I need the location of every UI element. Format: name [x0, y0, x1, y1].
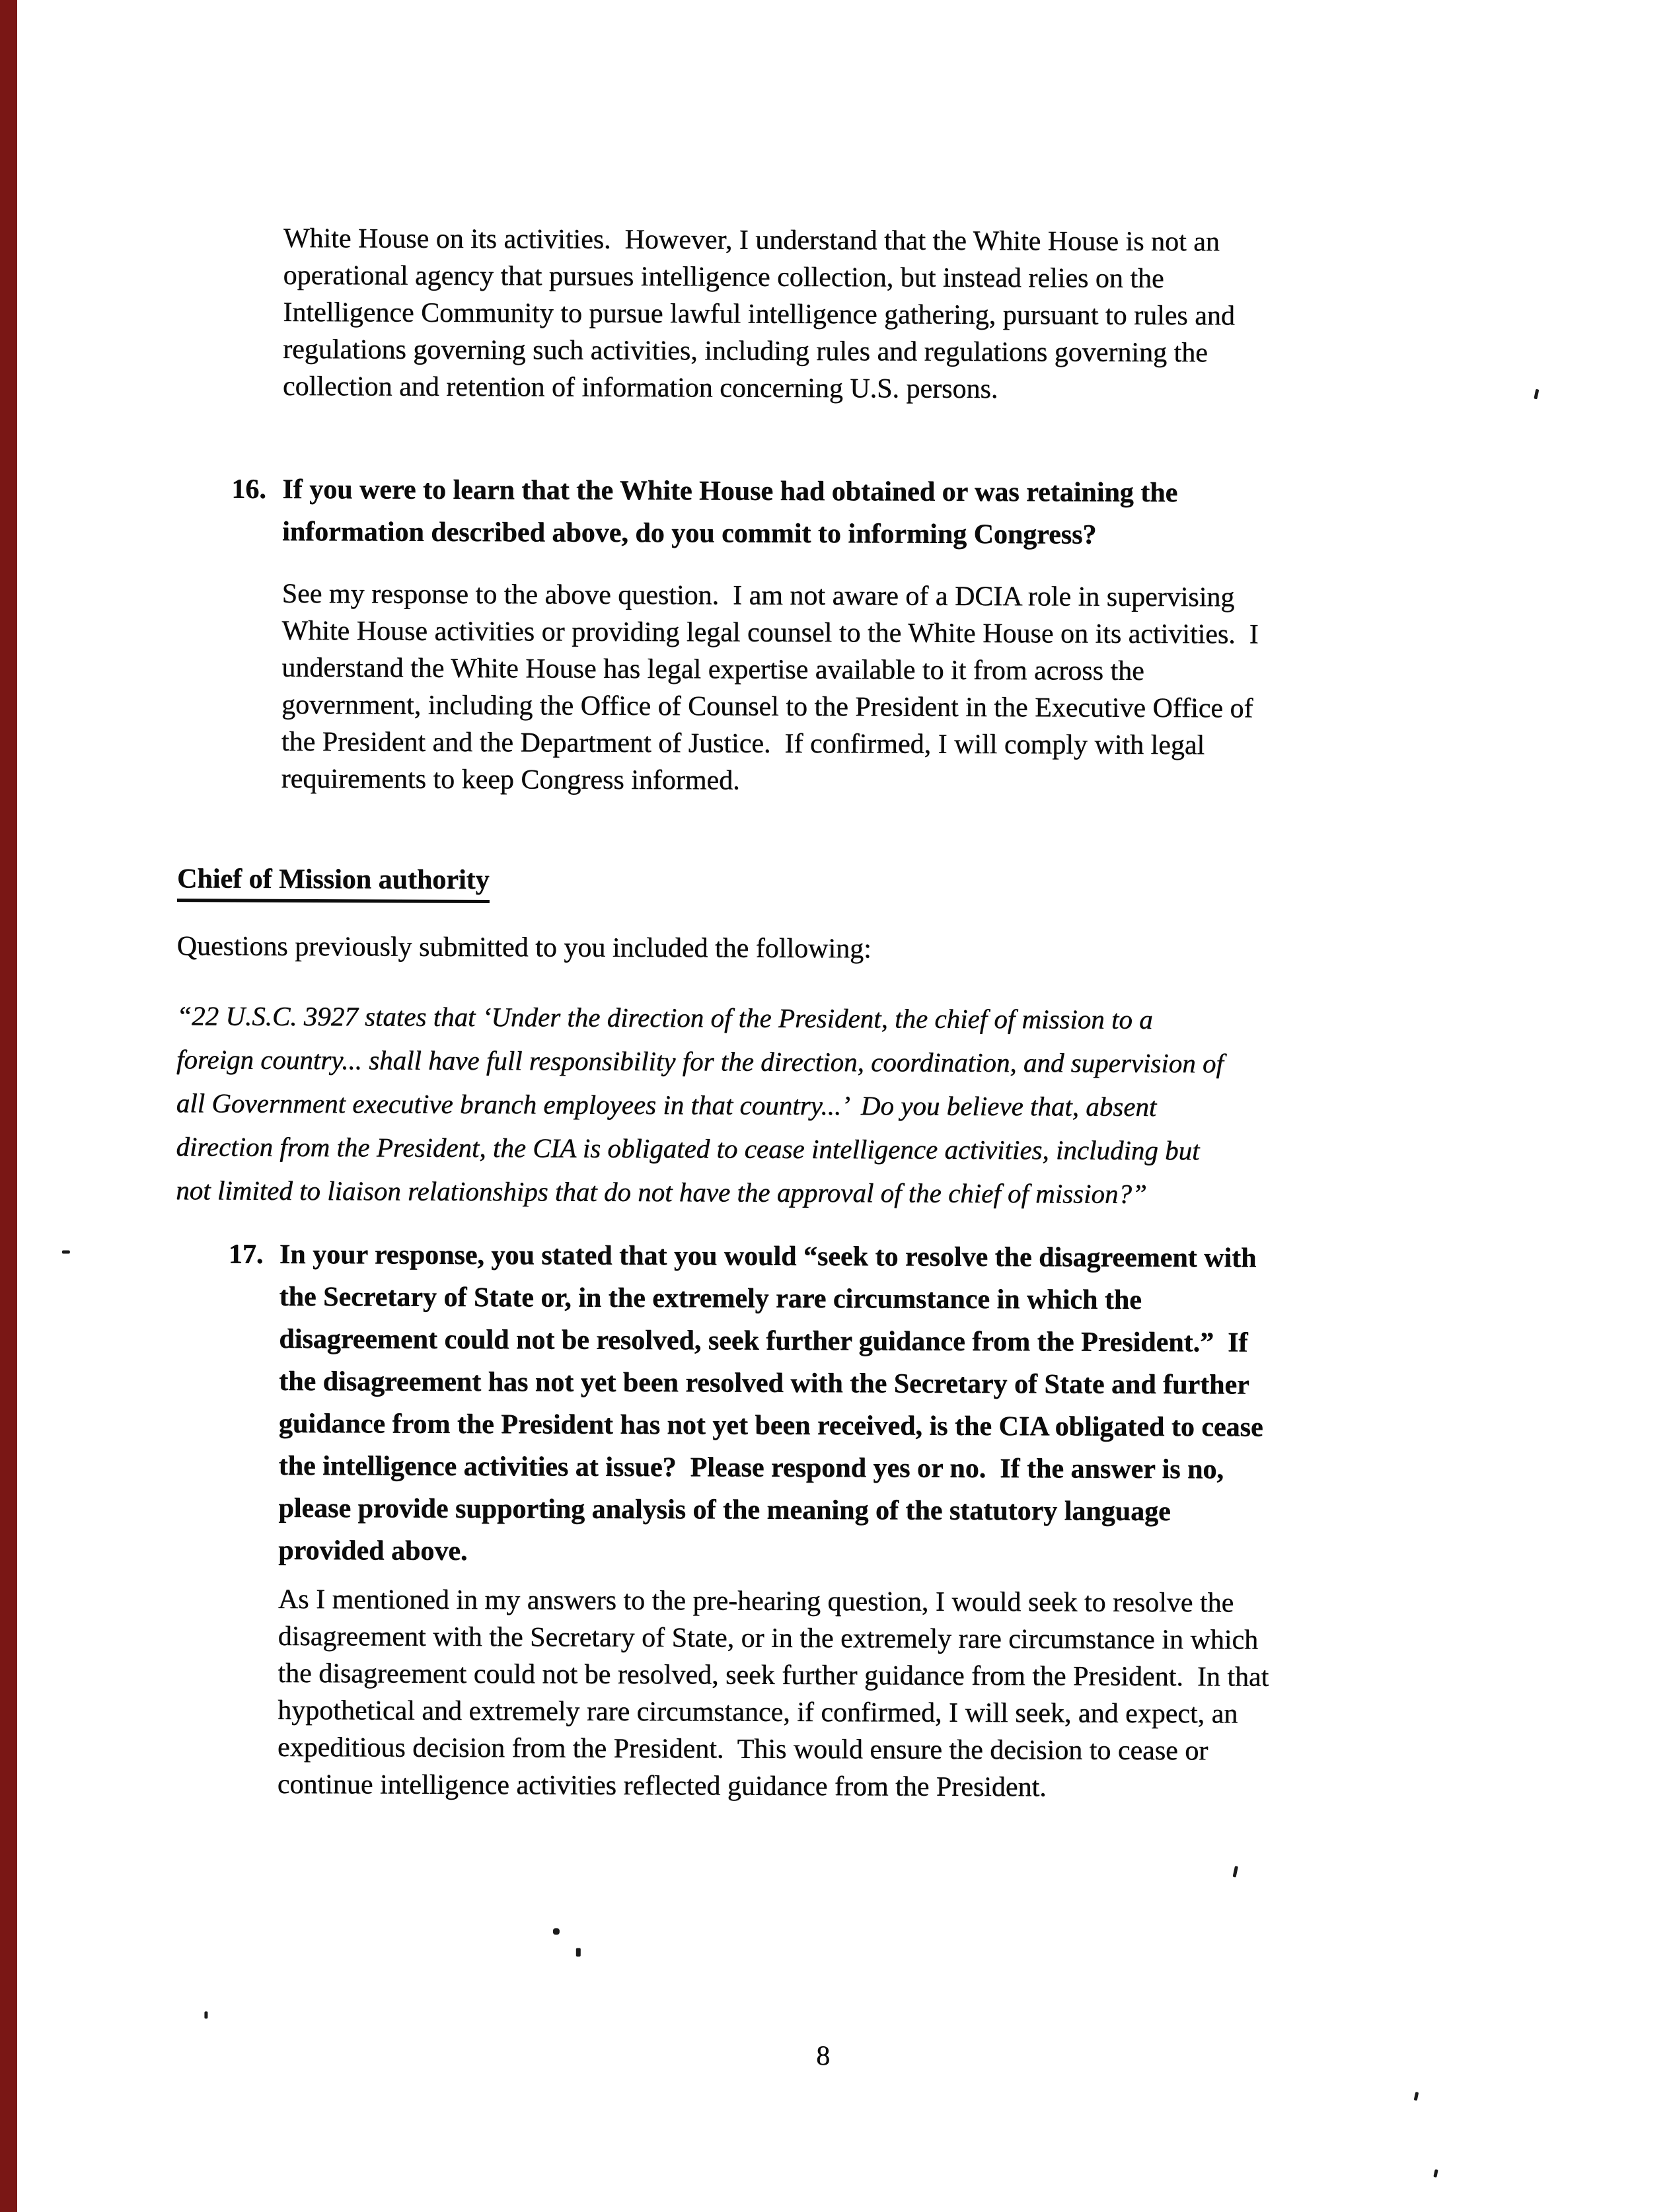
page-number: 8 [816, 2040, 831, 2071]
text-line: disagreement could not be resolved, seek further guidance from the President.” If [279, 1323, 1248, 1358]
question-17-number: 17. [228, 1239, 264, 1270]
scan-speck [204, 2011, 207, 2018]
scan-speck [576, 1948, 581, 1957]
question-17 [228, 1234, 1264, 1576]
text-line: regulations governing such activities, including rules and regulations governing the [283, 334, 1208, 369]
text-line: the disagreement could not be resolved, seek further guidance from the President. In that [278, 1658, 1269, 1693]
text-line: guidance from the President has not yet been received, is the CIA obligated to cease [278, 1408, 1263, 1443]
text-line: If you were to learn that the White House had obtained or was retaining the [282, 474, 1178, 508]
text-line: operational agency that pursues intelligence collection, but instead relies on the [283, 260, 1164, 294]
scan-speck [1414, 2092, 1419, 2101]
question-16-number: 16. [231, 474, 266, 505]
text-line: disagreement with the Secretary of State, or in the extremely rare circumstance in which [278, 1621, 1259, 1656]
scan-speck [1233, 1866, 1238, 1878]
text-line: government, including the Office of Counsel to the President in the Executive Office of [281, 689, 1253, 724]
continuation-paragraph [283, 220, 1236, 409]
scan-speck [553, 1928, 560, 1935]
scan-edge-bar [0, 0, 17, 2212]
text-line: White House on its activities. However, I understand that the White House is not an [283, 223, 1220, 258]
text-line: expeditious decision from the President. This would ensure the decision to cease or [277, 1732, 1208, 1767]
statute-quote [176, 994, 1224, 1216]
text-line: Intelligence Community to pursue lawful intelligence gathering, pursuant to rules and [283, 297, 1235, 332]
text-line: hypothetical and extremely rare circumstance, if confirmed, I will seek, and expect, an [278, 1695, 1238, 1730]
section-heading-block [177, 863, 490, 903]
text-line: In your response, you stated that you would “seek to resolve the disagreement with [279, 1239, 1257, 1274]
scan-speck [62, 1251, 70, 1254]
text-line: the Secretary of State or, in the extremely rare circumstance in which the [279, 1281, 1142, 1315]
text-line: the disagreement has not yet been resolved with the Secretary of State and further [279, 1366, 1249, 1401]
text-line: foreign country... shall have full responsibility for the direction, coordination, and supervision of [176, 1044, 1224, 1079]
answer-16 [281, 575, 1259, 801]
text-line: collection and retention of information concerning U.S. persons. [282, 371, 998, 404]
scan-speck [1433, 2169, 1438, 2178]
text-line: provided above. [278, 1535, 468, 1567]
text-line: direction from the President, the CIA is obligated to cease intelligence activities, including but [176, 1131, 1200, 1166]
text-line: White House activities or providing legal counsel to the White House on its activities. I [281, 615, 1259, 650]
intro-line: Questions previously submitted to you included the following: [176, 931, 872, 965]
text-line: See my response to the above question. I am not aware of a DCIA role in supervising [281, 578, 1235, 613]
text-line: requirements to keep Congress informed. [281, 763, 740, 796]
text-line: “22 U.S.C. 3927 states that ‘Under the direction of the President, the chief of mission to a [176, 1000, 1153, 1035]
question-16 [231, 468, 1178, 556]
text-line: information described above, do you commit to informing Congress? [281, 516, 1097, 550]
text-line: continue intelligence activities reflected guidance from the President. [277, 1769, 1047, 1803]
scan-speck [1534, 389, 1539, 400]
text-line: not limited to liaison relationships that do not have the approval of the chief of mission?” [176, 1175, 1147, 1209]
text-line: all Government executive branch employees in that country...’ Do you believe that, absent [176, 1088, 1157, 1122]
answer-17 [278, 1581, 1269, 1807]
text-line: please provide supporting analysis of the meaning of the statutory language [278, 1493, 1171, 1527]
intro-line-block [177, 930, 872, 965]
text-line: the intelligence activities at issue? Please respond yes or no. If the answer is no, [278, 1450, 1224, 1485]
text-line: As I mentioned in my answers to the pre-hearing question, I would seek to resolve the [278, 1584, 1234, 1619]
text-line: the President and the Department of Justice. If confirmed, I will comply with legal [281, 726, 1205, 761]
section-heading: Chief of Mission authority [177, 863, 490, 903]
text-line: understand the White House has legal expertise available to it from across the [281, 652, 1144, 686]
